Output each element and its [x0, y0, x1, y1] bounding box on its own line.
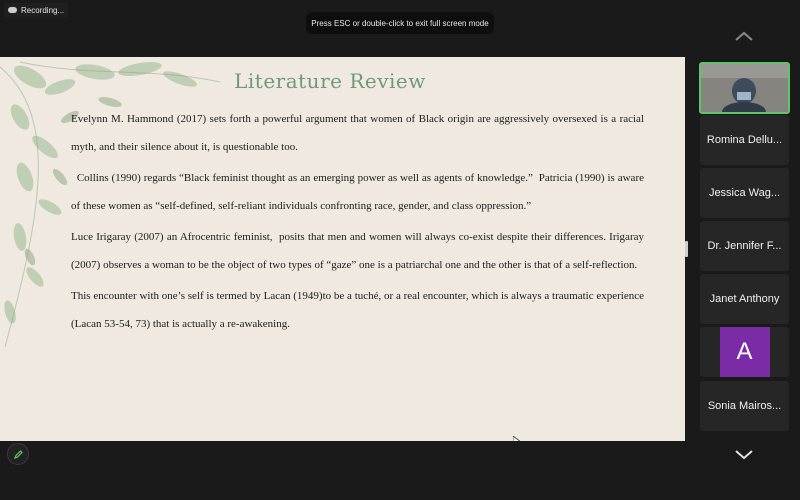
participant-tile[interactable] [700, 115, 789, 165]
annotate-button[interactable] [7, 443, 29, 465]
recording-indicator[interactable] [4, 3, 68, 17]
active-speaker-video[interactable] [699, 62, 790, 114]
participant-name: Jessica Wag... [708, 187, 781, 199]
participant-tile[interactable] [700, 168, 789, 218]
paragraph-1: Evelynn M. Hammond (2017) sets forth a powerful argument that women of Black origin are aggressively oversexed is a racial myth, and their silence about it, is questionable too. [71, 113, 644, 153]
video-feed [701, 64, 788, 112]
mouse-cursor-icon [513, 436, 522, 441]
shared-screen-slide [0, 57, 685, 441]
cloud-record-icon [8, 7, 17, 13]
participant-name: Dr. Jennifer F... [707, 240, 782, 252]
panel-resize-handle[interactable] [685, 241, 688, 257]
chevron-down-icon[interactable] [733, 448, 755, 462]
participant-name: Romina Dellu... [706, 134, 783, 146]
paragraph-2: Collins (1990) regards “Black feminist thought as an emerging power as well as agents of knowledge.” Patricia (1990) is aware of these women as “self-defined, self-reliant individuals confronting race, gender, and class oppression.” [71, 172, 644, 212]
participant-tile[interactable] [700, 327, 789, 377]
slide-title: Literature Review [234, 69, 426, 93]
slide-body [71, 105, 644, 341]
participant-tile[interactable] [700, 221, 789, 271]
fullscreen-notice: Press ESC or double-click to exit full screen mode [306, 12, 494, 34]
participant-tile[interactable] [700, 274, 789, 324]
pen-icon [13, 449, 24, 460]
participant-name: Sonia Mairos... [707, 400, 782, 412]
paragraph-3: Luce Irigaray (2007) an Afrocentric feminist, posits that men and women will always co-exist despite their differences. Irigaray (2007) observes a woman to be the object of two types of “gaze” one is a patriarchal one and the other is that of a self-reflection. [71, 231, 644, 271]
recording-label: Recording... [21, 5, 65, 15]
chevron-up-icon[interactable] [733, 29, 755, 43]
paragraph-4: This encounter with one’s self is termed by Lacan (1949)to be a tuché, or a real encounter, which is always a traumatic experience (Lacan 53-54, 73) that is actually a re-awakening. [71, 290, 644, 330]
participant-name: Janet Anthony [709, 293, 780, 305]
avatar: A [720, 327, 770, 377]
participant-tile[interactable] [700, 381, 789, 431]
